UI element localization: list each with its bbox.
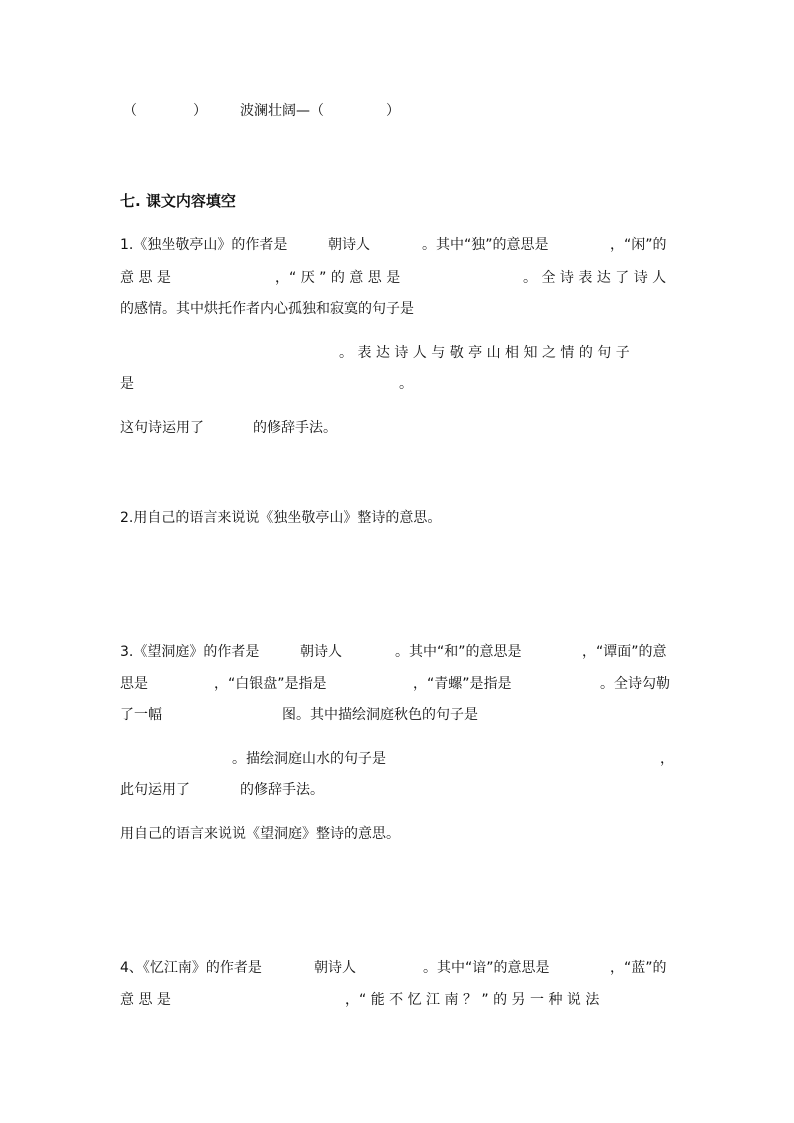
q3-line4-a: 。描绘洞庭山水的句子是 <box>232 751 386 767</box>
q3-line1-b: 朝诗人 <box>300 644 342 660</box>
q1-line4: 。 表 达 诗 人 与 敬 亭 山 相 知 之 情 的 句 子 <box>339 345 630 361</box>
q4-line1-c: 。其中“谙”的意思是 <box>423 960 550 976</box>
q1-line2-b: ，“ 厌 ” 的 意 思 是 <box>275 270 401 286</box>
q3-line3-a: 了一幅 <box>120 707 162 723</box>
q1-line1-c: 。其中“独”的意思是 <box>422 237 549 253</box>
q3-line5-b: 的修辞手法。 <box>240 782 324 798</box>
q3-line2-d: 。全诗勾勒 <box>600 676 670 692</box>
q1-line2-c: 。 全 诗 表 达 了 诗 人 <box>523 270 667 286</box>
q3-line6: 用自己的语言来说说《望洞庭》整诗的意思。 <box>120 826 400 842</box>
blank-paren-left: （ <box>123 103 137 119</box>
q3-line1-a: 3.《望洞庭》的作者是 <box>120 644 260 660</box>
q3-line2-b: ，“白银盘”是指是 <box>214 676 327 692</box>
q1-line5-b: 。 <box>399 376 413 392</box>
idiom-prompt: 波澜壮阔—（ <box>240 103 324 119</box>
q3-line1-d: ，“谭面”的意 <box>582 644 667 660</box>
q1-line5-a: 是 <box>120 376 134 392</box>
q4-line1-b: 朝诗人 <box>314 960 356 976</box>
q3-line2-c: ，“青螺”是指是 <box>413 676 512 692</box>
q3-line4-b: ， <box>660 751 674 767</box>
blank-paren-end: ） <box>386 103 400 119</box>
q1-line1-a: 1.《独坐敬亭山》的作者是 <box>120 237 288 253</box>
q2-line1: 2.用自己的语言来说说《独坐敬亭山》整诗的意思。 <box>120 510 442 526</box>
section-title: 七. 课文内容填空 <box>120 192 236 210</box>
q3-line5-a: 此句运用了 <box>120 782 190 798</box>
q4-line2-a: 意 思 是 <box>120 992 171 1008</box>
q1-line1-b: 朝诗人 <box>328 237 370 253</box>
q4-line1-a: 4、《忆江南》的作者是 <box>120 960 262 976</box>
q3-line3-b: 图。其中描绘洞庭秋色的句子是 <box>282 707 478 723</box>
q3-line2-a: 思是 <box>120 676 148 692</box>
q1-line3: 的感情。其中烘托作者内心孤独和寂寞的句子是 <box>120 301 414 317</box>
q1-line1-d: ，“闲”的 <box>610 237 667 253</box>
q1-line2-a: 意 思 是 <box>120 270 171 286</box>
q4-line1-d: ，“蓝”的 <box>610 960 667 976</box>
blank-paren-right: ） <box>193 103 207 119</box>
q4-line2-b: ，“ 能 不 忆 江 南 ？ ” 的 另 一 种 说 法 <box>345 992 600 1008</box>
q1-line6-a: 这句诗运用了 <box>120 420 204 436</box>
q1-line6-b: 的修辞手法。 <box>253 420 337 436</box>
q3-line1-c: 。其中“和”的意思是 <box>395 644 522 660</box>
